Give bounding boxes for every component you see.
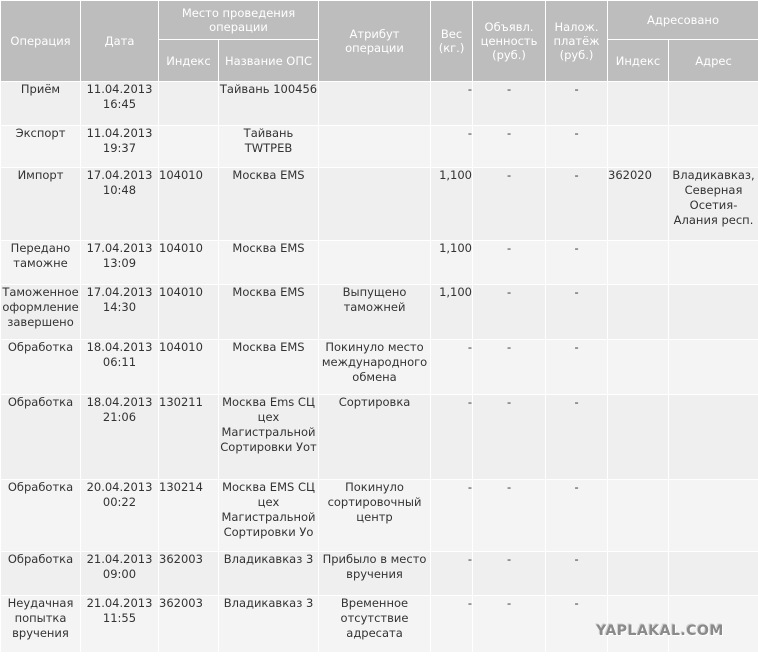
cell-place-index: 104010 [159,285,219,340]
cell-addressed-index [608,241,669,285]
cell-weight: - [431,126,473,168]
cell-attribute [319,126,431,168]
cell-declared-value: - [473,285,546,340]
cell-place-index [159,126,219,168]
table-row [1,552,758,596]
cell-place-index: 362003 [159,596,219,653]
table-row [1,82,758,126]
header-date: Дата [81,1,159,82]
cell-date: 21.04.2013 11:55 [81,596,159,653]
cell-declared-value: - [473,340,546,395]
cell-operation: Таможенное оформление завершено [1,285,81,340]
cell-weight: - [431,395,473,480]
cell-place-name: Москва EMS [219,241,319,285]
cell-attribute: Прибыло в место вручения [319,552,431,596]
table-row [1,126,758,168]
cell-addressed-address [669,552,758,596]
cell-place-index: 104010 [159,241,219,285]
table-row [1,241,758,285]
cell-addressed-address [669,285,758,340]
header-operation: Операция [1,1,81,82]
cell-addressed-address: Владикавказ, Северная Осетия-Алания респ. [669,168,758,241]
cell-attribute: Покинуло место международного обмена [319,340,431,395]
cell-date: 11.04.2013 19:37 [81,126,159,168]
cell-declared-value: - [473,241,546,285]
cell-addressed-address [669,340,758,395]
cell-weight: - [431,82,473,126]
cell-place-index: 130214 [159,480,219,552]
table-row [1,168,758,241]
header-place-index: Индекс [159,40,219,82]
cell-place-index [159,82,219,126]
cell-operation: Передано таможне [1,241,81,285]
table-body [1,82,758,653]
header-addressed: Адресовано [608,1,758,40]
cell-declared-value: - [473,395,546,480]
cell-attribute: Покинуло сортировочный центр [319,480,431,552]
cell-attribute [319,241,431,285]
watermark-logo: YAPLAKAL.COM [596,623,724,639]
cell-place-name: Тайвань TWTPEB [219,126,319,168]
cell-cod: - [546,285,608,340]
cell-cod: - [546,126,608,168]
cell-declared-value: - [473,596,546,653]
cell-weight: 1,100 [431,241,473,285]
cell-date: 11.04.2013 16:45 [81,82,159,126]
header-cod: Налож. платёж (руб.) [546,1,608,82]
cell-addressed-index [608,340,669,395]
cell-place-name: Владикавказ 3 [219,552,319,596]
cell-operation: Обработка [1,480,81,552]
cell-operation: Импорт [1,168,81,241]
header-addressed-address: Адрес [669,40,758,82]
cell-date: 21.04.2013 09:00 [81,552,159,596]
cell-addressed-address [669,241,758,285]
cell-operation: Приём [1,82,81,126]
cell-attribute: Сортировка [319,395,431,480]
header-addressed-index: Индекс [608,40,669,82]
cell-operation: Неудачная попытка вручения [1,596,81,653]
cell-place-name: Москва EMS [219,168,319,241]
cell-date: 17.04.2013 13:09 [81,241,159,285]
cell-addressed-index [608,82,669,126]
cell-operation: Обработка [1,340,81,395]
cell-place-name: Москва EMS [219,340,319,395]
cell-cod: - [546,552,608,596]
cell-attribute [319,168,431,241]
table-row [1,480,758,552]
cell-declared-value: - [473,82,546,126]
cell-addressed-index [608,285,669,340]
cell-addressed-index: 362020 [608,168,669,241]
cell-addressed-index [608,395,669,480]
cell-cod: - [546,480,608,552]
cell-weight: 1,100 [431,168,473,241]
cell-place-name: Москва EMS [219,285,319,340]
cell-date: 17.04.2013 14:30 [81,285,159,340]
cell-date: 18.04.2013 21:06 [81,395,159,480]
cell-place-name: Тайвань 100456 [219,82,319,126]
table-row [1,395,758,480]
cell-operation: Обработка [1,552,81,596]
cell-cod: - [546,82,608,126]
table-row [1,340,758,395]
cell-place-name: Владикавказ 3 [219,596,319,653]
cell-attribute: Выпущено таможней [319,285,431,340]
cell-addressed-index [608,552,669,596]
header-attribute: Атрибут операции [319,1,431,82]
cell-cod: - [546,241,608,285]
cell-date: 17.04.2013 10:48 [81,168,159,241]
cell-addressed-address [669,82,758,126]
cell-weight: - [431,552,473,596]
cell-date: 20.04.2013 00:22 [81,480,159,552]
cell-place-name: Москва EMS СЦ цех Магистральной Сортировки Уо [219,480,319,552]
cell-declared-value: - [473,126,546,168]
cell-weight: - [431,340,473,395]
cell-addressed-index [608,126,669,168]
cell-weight: 1,100 [431,285,473,340]
header-place: Место проведения операции [159,1,319,40]
cell-attribute [319,82,431,126]
cell-addressed-address [669,395,758,480]
header-weight: Вес (кг.) [431,1,473,82]
cell-date: 18.04.2013 06:11 [81,340,159,395]
cell-place-index: 362003 [159,552,219,596]
cell-weight: - [431,596,473,653]
cell-place-index: 104010 [159,340,219,395]
cell-place-name: Москва Ems СЦ цех Магистральной Сортировки Уот [219,395,319,480]
cell-cod: - [546,340,608,395]
cell-cod: - [546,395,608,480]
cell-addressed-address [669,126,758,168]
header-place-name: Название ОПС [219,40,319,82]
header-declared-value: Объявл. ценность (руб.) [473,1,546,82]
cell-declared-value: - [473,480,546,552]
cell-cod: - [546,596,608,653]
table-row [1,285,758,340]
cell-operation: Экспорт [1,126,81,168]
cell-addressed-index [608,480,669,552]
cell-place-index: 130211 [159,395,219,480]
cell-addressed-address [669,480,758,552]
cell-operation: Обработка [1,395,81,480]
cell-attribute: Временное отсутствие адресата [319,596,431,653]
cell-declared-value: - [473,552,546,596]
cell-declared-value: - [473,168,546,241]
cell-cod: - [546,168,608,241]
cell-weight: - [431,480,473,552]
cell-place-index: 104010 [159,168,219,241]
table-header [1,1,758,82]
